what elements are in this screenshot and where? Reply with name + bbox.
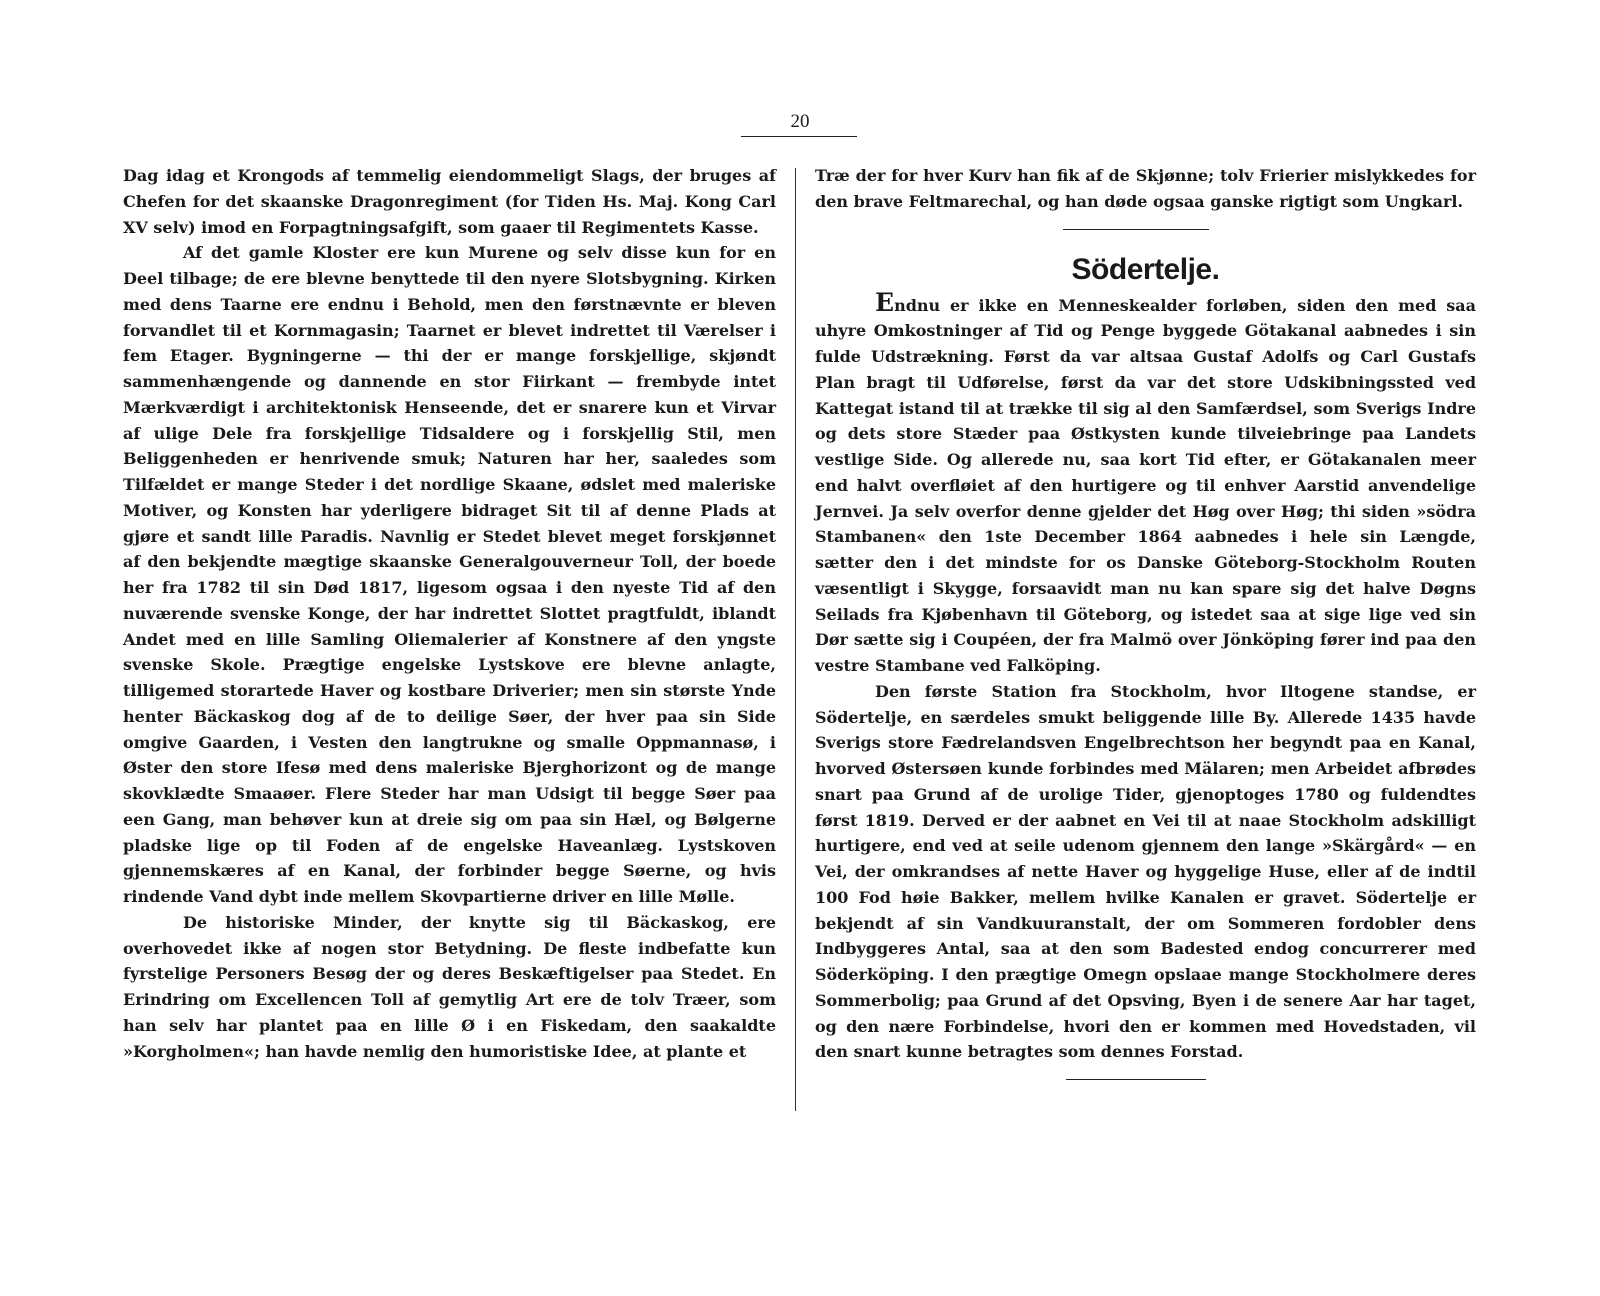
page-number-rule	[741, 136, 857, 137]
right-paragraph-2: Den første Station fra Stockholm, hvor Iltogene standse, er Södertelje, en særdeles smukt beliggende lille By. Allerede 1435 havde Sverigs store Fædrelandsven Engelbrechtson her begyndt paa en Kanal, hvorved Østersøen kunde forbindes med Mälaren; men Arbeidet afbrødes snart paa Grund af de urolige Tider, gjenoptoges 1780 og fuldendtes først 1819. Derved er der aabnet en Vei til at naae Stockholm adskilligt hurtigere, end ved at seile udenom gjennem den lange »Skärgård« — en Vei, der omkrandses af nette Haver og hyggelige Huse, eller af de indtil 100 Fod høie Bakker, mellem hvilke Kanalen er gravet. Södertelje er bekjendt af sin Vandkuuranstalt, der om Sommeren fordobler dens Indbyggeres Antal, saa at den som Badested endog concurrerer med Söderköping. I den prægtige Omegn opslaae mange Stockholmere deres Sommerbolig; paa Grund af det Opsving, Byen i de senere Aar har taget, og den nære Forbindelse, hvori den er kommen med Hovedstaden, vil den snart kunne betragtes som dennes Forstad.	[815, 681, 1476, 1062]
right-paragraph-1-text: ndnu er ikke en Menneskealder forløben, siden den med saa uhyre Omkostninger af Tid og Penge byggede Götakanal aabnedes i sin fulde Udstrækning. Først da var altsaa Gustaf Adolfs og Carl Gustafs Plan bragt til Udførelse, først da var det store Udskibningssted ved Kattegat istand til at trække til sig al den Samfærdsel, som Sverigs Indre og dets store Stæder paa Østkysten kunde tilveiebringe paa Landets vestlige Side. Og allerede nu, saa kort Tid efter, er Götakanalen meer end halvt overfløiet af den hurtigere og til enhver Aarstid anvendelige Jernvei. Ja selv overfor denne gjelder det Høg over Høg; thi siden »södra Stambanen« den 1ste December 1864 aabnedes i hele sin Længde, sætter den i det mindste for os Danske Göteborg-Stockholm Routen væsentligt i Skygge, forsaavidt man nu kan spare sig det halve Døgns Seilads fra Kjøbenhavn til Göteborg, og istedet saa at sige lige ved sin Dør sætte sig i Coupéen, der fra Malmö over Jönköping fører ind paa den vestre Stambane ved Falköping.	[815, 295, 1476, 675]
right-continuation-paragraph: Træ der for hver Kurv han fik af de Skjønne; tolv Frierier mislykkedes for den brave Feltmarechal, og han døde ogsaa ganske rigtigt som Ungkarl.	[815, 166, 1476, 211]
section-heading: Södertelje.	[1071, 252, 1220, 286]
left-column	[123, 163, 776, 1064]
left-paragraph-3: De historiske Minder, der knytte sig til Bäckaskog, ere overhovedet ikke af nogen stor Betydning. De fleste indbefatte kun fyrstelige Personers Besøg der og deres Beskæftigelser paa Stedet. En Erindring om Excellencen Toll af gemytlig Art ere de tolv Træer, som han selv har plantet paa en lille Ø i en Fiskedam, den saakaldte »Korgholmen«; han havde nemlig den humoristiske Idee, at plante et	[123, 912, 776, 1061]
right-paragraph-1	[815, 287, 1476, 679]
page-number: 20	[790, 111, 810, 132]
right-column	[815, 163, 1476, 1080]
dropcap-letter: E	[875, 287, 895, 317]
column-divider	[795, 168, 796, 1111]
end-divider	[1066, 1079, 1206, 1080]
left-paragraph-2: Af det gamle Kloster ere kun Murene og selv disse kun for en Deel tilbage; de ere blevne benyttede til den nyere Slotsbygning. Kirken med dens Taarne ere endnu i Behold, men den førstnævnte er bleven forvandlet til et Kornmagasin; Taarnet er blevet indrettet til Værelser i fem Etager. Bygningerne — thi der er mange forskjellige, skjøndt sammenhængende og dannende en stor Fiirkant — frembyde intet Mærkværdigt i architektonisk Henseende, det er snarere kun et Virvar af ulige Dele fra forskjellige Tidsaldere og i forskjellig Stil, men Beliggenheden er henrivende smuk; Naturen har her, saaledes som Tilfældet er mange Steder i det nordlige Skaane, ødslet med maleriske Motiver, og Konsten har yderligere bidraget Sit til af denne Plads at gjøre et sandt lille Paradis. Navnlig er Stedet blevet meget forskjønnet af den bekjendte mægtige skaanske Generalgouverneur Toll, der boede her fra 1782 til sin Død 1817, ligesom ogsaa i den nyeste Tid af den nuværende svenske Konge, der har indrettet Slottet pragtfuldt, iblandt Andet med en lille Samling Oliemalerier af Konstnere af den yngste svenske Skole. Prægtige engelske Lystskove ere blevne anlagte, tilligemed storartede Haver og kostbare Driverier; men sin største Ynde henter Bäckaskog dog af de to deilige Søer, der hver paa sin Side omgive Gaarden, i Vesten den langtrukne og smalle Oppmannasø, i Øster den store Ifesø med dens maleriske Bjerghorizont og de mange skovklædte Smaaøer. Flere Steder har man Udsigt til begge Søer paa een Gang, man behøver kun at dreie sig om paa sin Hæl, og Bølgerne pladske lige op til Foden af de engelske Haveanlæg. Lystskoven gjennemskæres af en Kanal, der forbinder begge Søerne, og hvis rindende Vand dybt inde mellem Skovpartierne driver en lille Mølle.	[123, 243, 776, 906]
section-divider	[1063, 229, 1209, 230]
left-paragraph-1: Dag idag et Krongods af temmelig eiendommeligt Slags, der bruges af Chefen for det skaanske Dragonregiment (for Tiden Hs. Maj. Kong Carl XV selv) imod en Forpagtningsafgift, som gaaer til Regimentets Kasse.	[123, 166, 776, 237]
